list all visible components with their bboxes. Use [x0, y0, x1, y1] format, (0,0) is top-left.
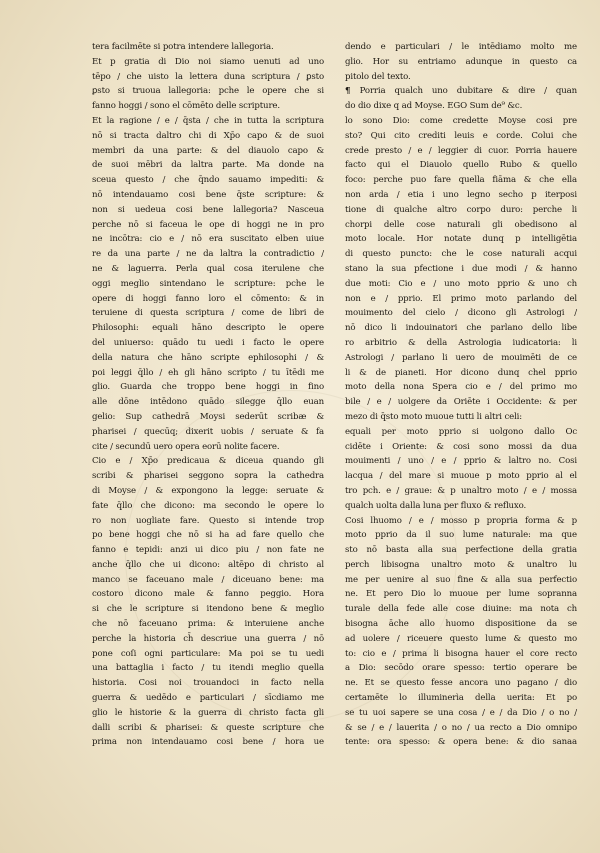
text-line: Astrologi / parlano li uero de mouimēti de ce: [345, 352, 577, 363]
text-line: mezo di q̄sto moto muoue tutti li altri celi:: [345, 411, 523, 422]
text-line: di questo puncto: che le cose naturali acqui: [345, 249, 577, 260]
text-line: perche nō si faceua le ope di hoggi ne in pro: [92, 219, 324, 230]
text-line: dalli scribi & pharisei: & queste scripture che: [92, 722, 324, 733]
text-line: due moti: Cio e / uno moto pprio & uno ch: [345, 278, 577, 289]
text-line: tione di qualche altro corpo duro: perche li: [345, 204, 577, 215]
text-line: mouimento del cielo / dicono gli Astrologi /: [345, 308, 577, 319]
text-line: me per uenire al suo fine & alla sua perfectio: [345, 574, 577, 585]
text-line: ro arbitrio & della Astrologia iudicatoria: li: [345, 337, 577, 348]
text-line: scribi & pharisei seggono sopra la cathedra: [92, 471, 324, 482]
text-line: sto nō basta alla sua perfectione della gratia: [345, 545, 577, 556]
text-line: membri da una parte: & del diauolo capo &: [92, 145, 324, 156]
text-line: foco: perche puo fare quella fiāma & che ella: [345, 175, 577, 186]
text-line: sto? Qui cito crediti leuis e corde. Colui che: [345, 130, 577, 141]
text-line: cidēte i Oriente: & cosi sono mossi da dua: [345, 441, 577, 452]
right-text-column: [345, 40, 577, 750]
text-line: fate q̄llo che dicono: ma secondo le opere lo: [92, 500, 324, 511]
text-line: ¶ Porria qualch uno dubitare & dire / quan: [345, 86, 577, 97]
text-line: bisogna āche allo huomo dispositione da se: [345, 619, 577, 630]
text-line: de suoi mēbri da laltra parte. Ma donde na: [92, 160, 324, 171]
text-line: tēpo / che uisto la lettera duna scriptura / ꝑsto: [92, 71, 324, 82]
text-line: pitolo del texto.: [345, 71, 411, 82]
text-line: ne. Et pero Dio lo muoue per lume sopranna: [345, 589, 577, 600]
text-line: guerra & uedēdo e particulari / sīcdiamo me: [92, 693, 324, 704]
text-line: ne incōtra: cio e / nō era suscitato elben uiue: [92, 234, 324, 245]
text-line: Cosi lhuomo / e / mosso p propria forma & p: [345, 515, 577, 526]
text-line: moto della nona Spera cio e / del primo mo: [345, 382, 577, 393]
text-line: nō intendauamo cosi bene q̄ste scripture: &: [92, 189, 324, 200]
text-line: prima non intendauamo cosi bene / hora ue: [92, 737, 324, 748]
text-line: glio le historie & la guerra di christo facta gli: [92, 707, 324, 718]
text-line: alle dōne intēdono quādo silegge q̄llo euan: [92, 397, 324, 408]
text-line: se tu uoi sapere se una cosa / e / da Dio / o no /: [345, 707, 577, 718]
text-line: fanno e tepidi: anzi ui dico piu / non fate ne: [92, 545, 324, 556]
text-line: Et p gratia di Dio noi siamo uenuti ad uno: [92, 56, 324, 67]
text-line: historia. Cosi noi trouandoci in facto nella: [92, 678, 324, 689]
text-line: ro non uogliate fare. Questo si intende trop: [92, 515, 324, 526]
text-line: non arda / etia i uno legno secho p iterposi: [345, 189, 577, 200]
text-line: si che le scripture si itendono bene & meglio: [92, 604, 324, 615]
text-line: dendo e particulari / le intēdiamo molto me: [345, 42, 577, 52]
text-line: crede presto / e / leggier di cuor. Porria hauere: [345, 145, 577, 156]
left-text-column: [92, 40, 324, 750]
text-line: chorpi delle cose naturali gli obedisono al: [345, 219, 577, 230]
text-line: ne & laguerra. Perla qual cosa iterulene che: [92, 263, 324, 274]
text-line: della natura che hāno scripte ephilosophi / &: [92, 352, 324, 363]
text-line: teruiene di questa scriptura / come de libri de: [92, 308, 324, 319]
text-line: ꝑsto si truoua lallegoria: pche le opere che si: [92, 86, 324, 97]
text-line: lo sono Dio: come credette Moyse cosi pre: [345, 115, 577, 126]
text-line: del uniuerso: quādo tu uedi i facto le opere: [92, 337, 324, 348]
text-line: ad uolere / riceuere questo lume & questo mo: [345, 633, 577, 644]
text-line: oggi meglio sintendano le scripture: pche le: [92, 278, 324, 289]
text-line: tro pch. e / graue: & p unaltro moto / e / mossa: [345, 485, 577, 496]
text-line: bile / e / uolgere da Oriēte i Occidente: & per: [345, 397, 577, 408]
text-line: pharisei / quecūq; dixerit uobis / seruate & fa: [92, 426, 324, 437]
text-line: poi leggi q̄llo / eh gli hāno scripto / tu ītēdi me: [92, 367, 324, 378]
text-line: equali per moto pprio si uolgono dallo Oc: [345, 426, 577, 437]
text-line: costoro dicono male & fanno peggio. Hora: [92, 589, 324, 600]
text-line: & se / e / lauerita / o no / ua recto a Dio omnipo: [345, 722, 577, 733]
text-line: li & de pianeti. Hor dicono dunq chel pprio: [345, 367, 577, 378]
text-line: moto pprio da il suo lume naturale: ma que: [345, 530, 577, 541]
text-line: sceua questo / che q̄ndo sauamo impediti: &: [92, 175, 324, 186]
text-line: mouimenti / uno / e / pprio & laltro no. Cosi: [345, 456, 577, 467]
paragraph-mark-icon: ¶: [345, 86, 360, 97]
text-line: re da una parte / ne da laltra la contradictio /: [92, 249, 324, 260]
text-line: glio. Guarda che troppo bene hoggi in fino: [92, 382, 324, 393]
text-line: manco se faceuano male / diceuano bene: ma: [92, 574, 324, 585]
text-line: lacqua / del mare si muoue p moto pprio al el: [345, 471, 577, 482]
text-line: nō si tracta daltro chi di Xp̄o capo & de suoi: [92, 130, 324, 141]
text-line: una battaglia i facto / tu itendi meglio quella: [92, 663, 324, 674]
text-line: tera facilmēte si potra intendere lallegoria.: [92, 42, 274, 52]
text-line: perche la historia ch̄ descriue una guerra / nō: [92, 633, 324, 644]
text-line: Philosophi: equali hāno descripto le opere: [92, 323, 324, 334]
text-line: opere di hoggi fanno loro el cōmento: & in: [92, 293, 324, 304]
text-line: gelio: Sup cathedrā Moysi sederūt scribæ &: [92, 411, 324, 422]
text-line: fanno hoggi / sono el cōmēto delle scripture.: [92, 101, 280, 112]
text-line: che nō faceuano prima: & interuiene anche: [92, 619, 324, 630]
text-line: ne. Et se questo fesse ancora uno pagano / dio: [345, 678, 577, 689]
text-line: po bene hoggi che nō si ha ad fare quello che: [92, 530, 324, 541]
text-line: stano la sua pfectione i due modi / & hanno: [345, 263, 577, 274]
text-line: di Moyse / & expongono la legge: seruate &: [92, 485, 324, 496]
text-line: perch libisogna unaltro moto & unaltro lu: [345, 559, 577, 570]
text-line: facto qui el Diauolo quello Rubo & quello: [345, 160, 577, 171]
text-line: nō dico li indouinatori che parlano dello libe: [345, 323, 577, 334]
text-line: anche q̄llo che ui dicono: altēpo di christo al: [92, 559, 324, 570]
text-line: to: cio e / prima li bisogna hauer el core recto: [345, 648, 577, 659]
text-line: qualch uolta dalla luna per fluxo & refluxo.: [345, 500, 527, 511]
text-line: pone coſi ogni particulare: Ma poi se tu uedi: [92, 648, 324, 659]
text-line: glio. Hor su entriamo adunque in questo ca: [345, 56, 577, 67]
text-line: do dio dixe q ad Moyse. EGO Sum de⁹ &c.: [345, 101, 523, 112]
text-line: non si uedeua cosi bene lallegoria? Nasceua: [92, 204, 324, 215]
text-line: certamēte lo illuminerìa della uerita: Et po: [345, 693, 577, 704]
text-line: a Dio: secōdo orare spesso: tertio operare be: [345, 663, 577, 674]
text-line: tente: ora spesso: & opera bene: & dio sanaa: [345, 737, 577, 748]
text-line: turale della fede alle cose diuine: ma nota ch: [345, 604, 577, 615]
text-line: non e / pprio. El primo moto parlando del: [345, 293, 577, 304]
text-line: cite / secundū uero opera eorū nolite facere.: [92, 441, 280, 452]
text-line: moto locale. Hor notate dunq p intelligētia: [345, 234, 577, 245]
text-line: Et la ragione / e / q̄sta / che in tutta la scriptura: [92, 115, 324, 126]
text-line: Cio e / Xp̄o predicaua & diceua quando gli: [92, 456, 324, 467]
